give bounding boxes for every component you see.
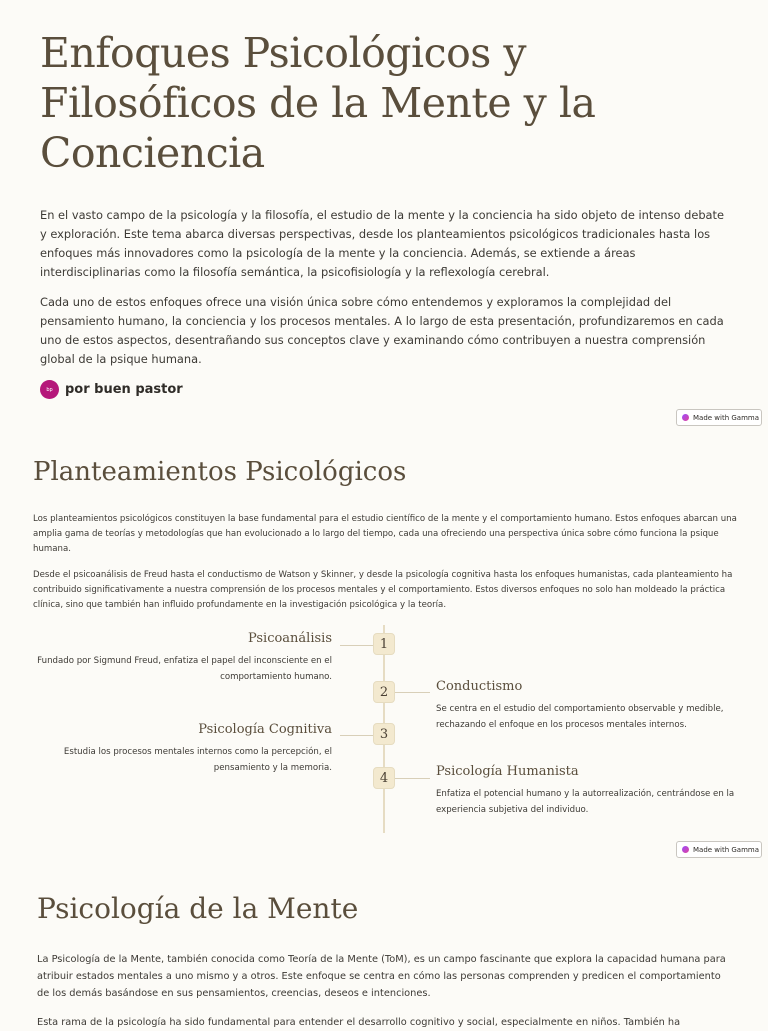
timeline-number-4: 4 [373,767,395,789]
section-paragraph-1: Los planteamientos psicológicos constituyen la base fundamental para el estudio científico de la mente y el comportamiento humano. Estos enfoques abarcan una amplia gama de teorías y metodologías que han evolucionado a lo largo del tiempo, cada una ofreciendo una perspectiva única sobre cómo funciona la psique humana. [33,514,737,554]
timeline-number-2: 2 [373,681,395,703]
section-paragraph-2: Esta rama de la psicología ha sido fundamental para entender el desarrollo cognitivo y social, especialmente en niños. También ha [37,1017,681,1028]
section-title: Planteamientos Psicológicos [33,457,407,487]
timeline-title-3: Psicología Cognitiva [198,722,332,737]
section-title: Psicología de la Mente [37,892,359,925]
timeline-desc-2: Se centra en el estudio del comportamiento observable y medible, rechazando el enfoque en los procesos mentales internos. [436,704,724,730]
timeline-title-2: Conductismo [436,679,523,694]
timeline-number-3: 3 [373,723,395,745]
timeline-title-1: Psicoanálisis [247,631,332,646]
timeline-connector [395,692,430,693]
timeline-desc-1: Fundado por Sigmund Freud, enfatiza el papel del inconsciente en el comportamiento humano. [37,656,332,682]
badge-label: Made with Gamma [693,413,760,422]
timeline-desc-4: Enfatiza el potencial humano y la autorrealización, centrándose en la experiencia subjetiva del individuo. [436,789,735,815]
badge-label: Made with Gamma [693,845,760,854]
timeline-number-1: 1 [373,633,395,655]
avatar: bp [40,380,59,399]
intro-paragraph-2: Cada uno de estos enfoques ofrece una visión única sobre cómo entendemos y exploramos la complejidad del pensamiento humano, la conciencia y los procesos mentales. A lo largo de esta presentación, profundizaremos en cada uno de estos aspectos, desentrañando sus conceptos clave y examinando cómo contribuyen a nuestra comprensión global de la psique humana. [40,295,724,366]
section-paragraph-2: Desde el psicoanálisis de Freud hasta el conductismo de Watson y Skinner, y desde la psicología cognitiva hasta los enfoques humanistas, cada planteamiento ha contribuido significativamente a nuestra comprensión de los procesos mentales y el comportamiento. Estos diversos enfoques no solo han moldeado la práctica clínica, sino que también han influido profundamente en la investigación psicológica y la teoría. [33,570,733,610]
timeline-connector [340,735,375,736]
timeline-desc-3: Estudia los procesos mentales internos como la percepción, el pensamiento y la memoria. [63,747,332,773]
made-with-gamma-badge[interactable] [676,409,762,426]
timeline-title-4: Psicología Humanista [436,764,579,779]
page-title: Enfoques Psicológicos y Filosóficos de la Mente y la Conciencia [40,29,596,177]
author-byline [40,380,183,399]
timeline-connector [395,778,430,779]
section-paragraph-1: La Psicología de la Mente, también conocida como Teoría de la Mente (ToM), es un campo fascinante que explora la capacidad humana para atribuir estados mentales a uno mismo y a otros. Este enfoque se centra en cómo las personas comprenden y predicen el comportamiento de los demás basándose en sus pensamientos, creencias, deseos e intenciones. [37,954,726,999]
gamma-logo-icon [682,414,689,421]
gamma-logo-icon [682,846,689,853]
timeline-connector [340,645,375,646]
made-with-gamma-badge[interactable] [676,841,762,858]
author-name: por buen pastor [65,382,183,397]
intro-paragraph-1: En el vasto campo de la psicología y la filosofía, el estudio de la mente y la conciencia ha sido objeto de intenso debate y exploración. Este tema abarca diversas perspectivas, desde los planteamientos psicológicos tradicionales hasta los enfoques más innovadores como la psicología de la mente y la conciencia. Además, se extiende a áreas interdisciplinarias como la filosofía semántica, la psicofisiología y la reflexología cerebral. [40,208,725,279]
